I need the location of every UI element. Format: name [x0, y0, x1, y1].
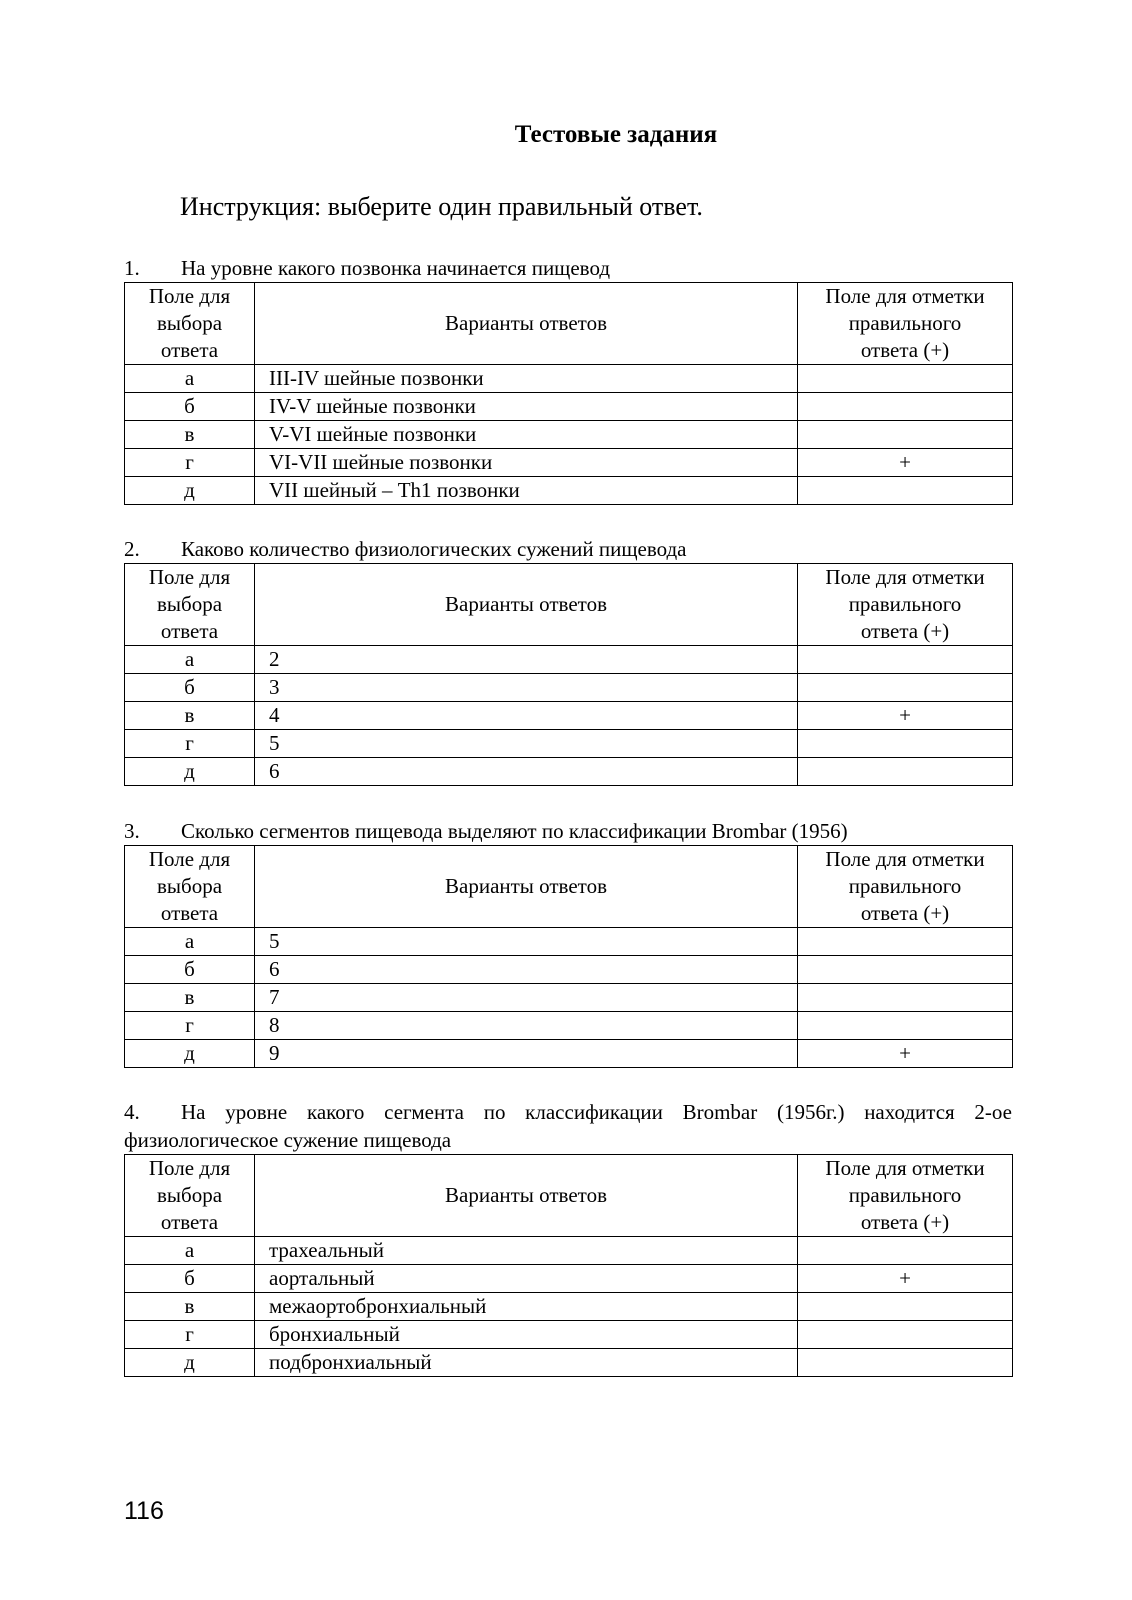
header-choice-field-line: ответа: [160, 901, 219, 925]
answer-letter: а: [125, 1237, 255, 1265]
answer-letter: в: [125, 984, 255, 1012]
answer-mark: [798, 365, 1013, 393]
header-mark-field-line: Поле для отметки: [825, 565, 985, 589]
answer-mark: [798, 393, 1013, 421]
table-row: [125, 702, 1013, 730]
answer-mark: +: [798, 702, 1013, 730]
header-mark-field-line: правильного: [848, 874, 962, 898]
answers-table: [124, 1154, 1013, 1377]
answer-mark: [798, 984, 1013, 1012]
answer-mark: [798, 1349, 1013, 1377]
header-mark-field: [798, 846, 1013, 928]
answer-letter: б: [125, 393, 255, 421]
question-text: [124, 817, 1012, 845]
header-options: Варианты ответов: [255, 846, 798, 928]
header-choice-field: [125, 564, 255, 646]
answer-mark: [798, 956, 1013, 984]
table-row: [125, 449, 1013, 477]
answer-text: 9: [255, 1040, 798, 1068]
question-label: На уровне какого позвонка начинается пищевод: [181, 256, 611, 280]
table-row: [125, 477, 1013, 505]
header-choice-field-line: ответа: [160, 619, 219, 643]
question-1: [124, 254, 1012, 505]
answer-mark: [798, 646, 1013, 674]
header-mark-field-line: ответа (+): [860, 1210, 950, 1234]
question-label: Каково количество физиологических сужений пищевода: [181, 537, 687, 561]
header-choice-field: [125, 1155, 255, 1237]
table-row: [125, 984, 1013, 1012]
answer-mark: [798, 1293, 1013, 1321]
answer-letter: г: [125, 1012, 255, 1040]
question-number: 3.: [124, 819, 140, 843]
question-label: Сколько сегментов пищевода выделяют по классификации Brombar (1956): [181, 819, 848, 843]
header-mark-field: [798, 283, 1013, 365]
answer-text: бронхиальный: [255, 1321, 798, 1349]
header-choice-field: [125, 283, 255, 365]
answer-letter: д: [125, 1349, 255, 1377]
header-mark-field-line: правильного: [848, 1183, 962, 1207]
table-header-row: [125, 564, 1013, 646]
header-options: Варианты ответов: [255, 564, 798, 646]
header-choice-field-line: выбора: [156, 592, 223, 616]
answer-letter: г: [125, 449, 255, 477]
answer-mark: [798, 477, 1013, 505]
header-mark-field-line: ответа (+): [860, 901, 950, 925]
table-row: [125, 674, 1013, 702]
answer-letter: г: [125, 730, 255, 758]
table-row: [125, 1012, 1013, 1040]
table-row: [125, 758, 1013, 786]
header-choice-field-line: Поле для: [148, 284, 231, 308]
header-choice-field-line: ответа: [160, 338, 219, 362]
page-title: Тестовые задания: [514, 121, 718, 148]
table-row: [125, 421, 1013, 449]
header-choice-field-line: выбора: [156, 311, 223, 335]
question-text: [124, 535, 1012, 563]
answer-letter: в: [125, 421, 255, 449]
question-number: 4.: [124, 1100, 140, 1124]
answer-mark: [798, 1237, 1013, 1265]
answer-text: межаортобронхиальный: [255, 1293, 798, 1321]
table-row: [125, 956, 1013, 984]
answer-mark: +: [798, 1040, 1013, 1068]
answer-text: III-IV шейные позвонки: [255, 365, 798, 393]
answer-mark: [798, 421, 1013, 449]
answer-text: IV-V шейные позвонки: [255, 393, 798, 421]
table-row: [125, 1040, 1013, 1068]
table-header-row: [125, 1155, 1013, 1237]
answer-mark: +: [798, 449, 1013, 477]
header-choice-field-line: Поле для: [148, 565, 231, 589]
question-label: На уровне какого сегмента по классификации Brombar (1956г.) находится 2-ое физиологическое сужение пищевода: [124, 1100, 1012, 1152]
answer-mark: [798, 928, 1013, 956]
answer-text: VII шейный – Th1 позвонки: [255, 477, 798, 505]
answer-text: 5: [255, 928, 798, 956]
table-row: [125, 1321, 1013, 1349]
header-choice-field-line: выбора: [156, 874, 223, 898]
header-mark-field-line: правильного: [848, 311, 962, 335]
answer-letter: б: [125, 674, 255, 702]
answers-table: [124, 282, 1013, 505]
table-header-row: [125, 846, 1013, 928]
header-mark-field-line: правильного: [848, 592, 962, 616]
answer-mark: [798, 1012, 1013, 1040]
answers-table: [124, 563, 1013, 786]
table-row: [125, 393, 1013, 421]
answer-mark: [798, 1321, 1013, 1349]
answer-letter: а: [125, 928, 255, 956]
answer-letter: г: [125, 1321, 255, 1349]
header-options: Варианты ответов: [255, 1155, 798, 1237]
answer-letter: в: [125, 1293, 255, 1321]
answer-text: 6: [255, 956, 798, 984]
answer-letter: в: [125, 702, 255, 730]
answer-text: 4: [255, 702, 798, 730]
table-row: [125, 646, 1013, 674]
table-row: [125, 928, 1013, 956]
table-row: [125, 365, 1013, 393]
table-header-row: [125, 283, 1013, 365]
table-row: [125, 1237, 1013, 1265]
page-number: 116: [124, 1497, 164, 1525]
answer-letter: б: [125, 1265, 255, 1293]
header-mark-field: [798, 1155, 1013, 1237]
question-2: [124, 535, 1012, 786]
question-4: [124, 1098, 1012, 1377]
answer-text: 8: [255, 1012, 798, 1040]
header-options: Варианты ответов: [255, 283, 798, 365]
question-number: 2.: [124, 537, 140, 561]
answer-text: аортальный: [255, 1265, 798, 1293]
question-text: [124, 254, 1012, 282]
instruction-text: Инструкция: выберите один правильный ответ.: [180, 192, 703, 221]
answer-mark: +: [798, 1265, 1013, 1293]
table-row: [125, 1265, 1013, 1293]
header-choice-field: [125, 846, 255, 928]
answer-letter: д: [125, 1040, 255, 1068]
answers-table: [124, 845, 1013, 1068]
answer-letter: б: [125, 956, 255, 984]
header-choice-field-line: Поле для: [148, 847, 231, 871]
answer-letter: а: [125, 365, 255, 393]
answer-mark: [798, 730, 1013, 758]
header-mark-field: [798, 564, 1013, 646]
header-mark-field-line: ответа (+): [860, 338, 950, 362]
table-row: [125, 730, 1013, 758]
answer-mark: [798, 674, 1013, 702]
table-row: [125, 1293, 1013, 1321]
header-choice-field-line: Поле для: [148, 1156, 231, 1180]
table-row: [125, 1349, 1013, 1377]
answer-text: 7: [255, 984, 798, 1012]
answer-text: VI-VII шейные позвонки: [255, 449, 798, 477]
answer-text: 2: [255, 646, 798, 674]
answer-text: подбронхиальный: [255, 1349, 798, 1377]
header-mark-field-line: Поле для отметки: [825, 284, 985, 308]
header-choice-field-line: выбора: [156, 1183, 223, 1207]
question-text: [124, 1098, 1012, 1154]
question-3: [124, 817, 1012, 1068]
answer-text: трахеальный: [255, 1237, 798, 1265]
answer-text: 5: [255, 730, 798, 758]
answer-text: 3: [255, 674, 798, 702]
answer-letter: а: [125, 646, 255, 674]
answer-mark: [798, 758, 1013, 786]
answer-text: V-VI шейные позвонки: [255, 421, 798, 449]
header-mark-field-line: ответа (+): [860, 619, 950, 643]
answer-text: 6: [255, 758, 798, 786]
answer-letter: д: [125, 477, 255, 505]
header-mark-field-line: Поле для отметки: [825, 847, 985, 871]
header-mark-field-line: Поле для отметки: [825, 1156, 985, 1180]
header-choice-field-line: ответа: [160, 1210, 219, 1234]
answer-letter: д: [125, 758, 255, 786]
question-number: 1.: [124, 256, 140, 280]
